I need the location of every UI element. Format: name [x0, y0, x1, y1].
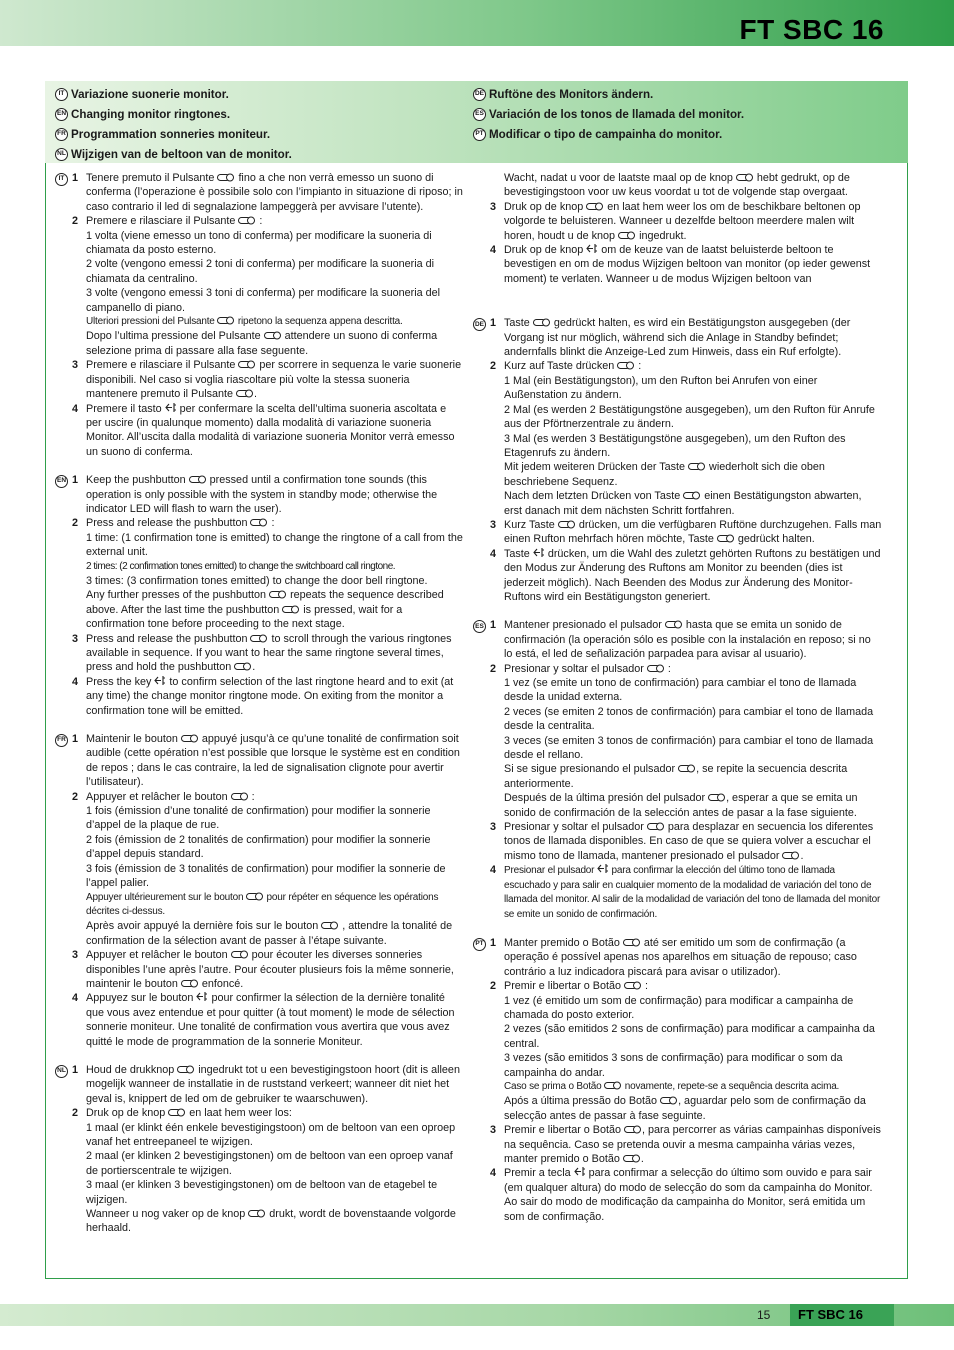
step — [486, 618, 882, 661]
step — [68, 516, 464, 631]
lang-badge: IT — [55, 173, 68, 186]
text: para desplazar en secuencia los diferentes tonos de llamada disponibles. En caso de que se quiera volver a escuchar el mismo tono de llamada, mantener presionado el pulsador — [504, 821, 874, 862]
text: hebt gedrukt, op de bevestigingstoon voor uw keus voordat u tot de volgende stap overgaat. — [504, 172, 850, 199]
step-number — [486, 171, 504, 200]
page-title: FT SBC 16 — [739, 14, 884, 45]
text: pour écouter les diverses sonneries disponibles l’une après l’autre. Pour écouter plusieurs fois la même sonnerie, maintenir le bouton — [86, 949, 454, 990]
lang-badge: EN — [55, 108, 68, 121]
text: 1 fois (émission d’une tonalité de confirmation) pour modifier la sonnerie d’appel de la plaque de rue. — [86, 805, 431, 832]
step — [486, 863, 882, 922]
lang-badge: PT — [473, 938, 486, 951]
heading-fr — [55, 124, 292, 144]
pushbutton-icon — [688, 462, 706, 471]
pushbutton-icon — [282, 605, 300, 614]
step-number: 3 — [490, 200, 497, 213]
text: Appuyer et relâcher le bouton — [86, 790, 228, 803]
text: , esperar a que se emita un sonido de confirmación de la selección antes de pasar a la fase siguiente. — [504, 792, 858, 819]
text: 2 Mal (es werden 2 Bestätigungstöne ausgegeben), um den Rufton für Anrufe aus der Pförtnerzentrale zu ändern. — [504, 403, 875, 431]
step-number: 4 — [72, 675, 79, 688]
key-icon — [586, 243, 598, 254]
lang-badge: DE — [473, 88, 486, 101]
text: 3 volte (vengono emessi 3 toni di conferma) per modificare la suoneria del campanello di piano. — [86, 287, 441, 314]
text: 1 volta (viene emesso un tono di conferma) per modificare la suoneria di chiamata da posto esterno. — [86, 229, 432, 257]
step-number: 1 — [72, 1063, 79, 1076]
lang-badge: FR — [55, 128, 68, 141]
pushbutton-icon — [558, 520, 576, 529]
text: Tenere premuto il Pulsante — [86, 172, 215, 184]
pushbutton-icon — [586, 202, 604, 211]
text: 3 veces (se emiten 3 tonos de confirmación) para cambiar el tono de llamada desde el rellano. — [504, 734, 874, 762]
step — [68, 991, 464, 1049]
text: Press and release the pushbutton — [86, 632, 248, 645]
text: Press and release the pushbutton — [86, 517, 248, 530]
step — [486, 547, 882, 605]
pushbutton-icon — [678, 764, 696, 773]
step — [486, 243, 882, 286]
text: Si se sigue presionando el pulsador — [504, 763, 676, 776]
pushbutton-icon — [217, 173, 235, 182]
text: ingedrukt tot u een bevestigingstoon hoort (dit is alleen mogelijk wanneer de installatie in de ruststand verkeert; wanneer dit niet het geval is, knippert de led om de gebruiker te waarschuwen). — [86, 1063, 460, 1105]
step-number: 4 — [490, 1167, 497, 1180]
section-nl-continued — [486, 171, 882, 286]
section-pt — [475, 936, 882, 1224]
step — [68, 732, 464, 790]
pushbutton-icon — [624, 1125, 642, 1134]
heading-it — [55, 84, 292, 104]
text: ingedrukt. — [639, 229, 687, 242]
text: Después de la última presión del pulsador — [504, 792, 706, 805]
pushbutton-icon — [660, 1096, 678, 1105]
text: Après avoir appuyé la dernière fois sur le bouton — [86, 920, 319, 933]
text: gedrückt halten, es wird ein Bestätigungston ausgegeben (der Vorgang ist nur möglich, während sich die Anlage in Standby befindet; andernfalls blinkt die Anzeige-Led zum Hinweis, dass ein Ruf erfolgte). — [504, 317, 851, 359]
pushbutton-icon — [717, 534, 735, 543]
text: Após a última pressão do Botão — [504, 1095, 658, 1108]
text: Appuyez sur le bouton — [86, 992, 194, 1005]
step — [486, 979, 882, 1123]
text: 1 time: (1 confirmation tone is emitted) to change the ringtone of a call from the external unit. — [86, 531, 463, 559]
key-icon — [597, 863, 609, 874]
step-number: 1 — [72, 474, 79, 487]
text: , attendre la tonalité de confirmation de la sélection avant de passer à l’étape suivante. — [86, 920, 453, 947]
step — [68, 675, 464, 718]
text: Premir a tecla — [504, 1167, 571, 1180]
text: Presionar el pulsador — [504, 865, 595, 877]
text: Premere e rilasciare il Pulsante — [86, 359, 236, 372]
key-icon — [533, 547, 545, 558]
text: : — [645, 980, 649, 993]
step — [68, 171, 464, 214]
lang-badge: ES — [473, 108, 486, 121]
headings-left — [55, 84, 292, 164]
text: 2 vezes (são emitidos 2 sons de confirmação) para modificar a campainha da central. — [504, 1023, 875, 1050]
step — [486, 200, 882, 243]
text: pressed until a confirmation tone sounds (this operation is only possible with the system in standby mode; otherwise the indicator LED will flash to warn the user). — [86, 474, 438, 515]
pushbutton-icon — [168, 1108, 186, 1117]
text: 2 fois (émission de 2 tonalités de confirmation) pour modifier la sonnerie d’appel depuis standard. — [86, 833, 431, 861]
pushbutton-icon — [248, 1209, 266, 1218]
text: Taste — [504, 547, 530, 560]
section-es — [475, 618, 882, 922]
step-number: 2 — [72, 517, 79, 530]
step-number: 3 — [490, 821, 497, 834]
step — [68, 1106, 464, 1236]
pushbutton-icon — [683, 491, 701, 500]
heading-de — [473, 84, 744, 104]
text: 3 times: (3 confirmation tones emitted) to change the door bell ringtone. — [86, 574, 428, 587]
text: 2 maal (er klinken 2 bevestigingstonen) om de beltoon van een oproep vanaf de portierscentrale te wijzigen. — [86, 1150, 453, 1177]
text: Wacht, nadat u voor de laatste maal op de knop — [504, 172, 733, 184]
pushbutton-icon — [708, 793, 726, 802]
pushbutton-icon — [647, 664, 665, 673]
step — [68, 214, 464, 358]
pushbutton-icon — [624, 981, 642, 990]
pushbutton-icon — [623, 1154, 641, 1163]
step — [68, 948, 464, 991]
text: Presionar y soltar el pulsador — [504, 821, 644, 834]
text: . — [800, 849, 804, 862]
step-number: 2 — [490, 662, 497, 675]
text: einen Bestätigungston abwarten, erst danach mit dem nächsten Schritt fortfahren. — [504, 490, 862, 517]
right-column — [474, 171, 882, 1238]
lang-badge: EN — [55, 475, 68, 488]
text: to scroll through the various ringtones available in sequence. If you want to hear the same ringtone several times, press and hold the pushbutton — [86, 632, 452, 674]
text: . — [252, 661, 256, 674]
step-number: 4 — [72, 402, 79, 415]
text: per confermare la scelta dell’ultima suoneria ascoltata e per uscire (in qualunque momento) dalla modalità di variazione suoneria Monitor. All’uscita dalla modalità di variazione suoneria Monitor verrà emesso un suono di conferma. — [86, 402, 455, 458]
lang-badge: PT — [473, 128, 486, 141]
text: Kurz auf Taste drücken — [504, 360, 615, 373]
step-number: 2 — [72, 1107, 79, 1120]
step-number: 2 — [490, 360, 497, 373]
text: . — [254, 388, 258, 401]
text: Appuyer et relâcher le bouton — [86, 949, 228, 962]
text: 1 vez (se emite un tono de confirmación) para cambiar el tono de llamada desde la unidad externa. — [504, 677, 857, 704]
step-number: 1 — [490, 619, 497, 632]
step-number: 3 — [72, 359, 79, 372]
step-number: 1 — [72, 733, 79, 746]
text: om de keuze van de laatst beluisterde beltoon te bevestigen en om de modus Wijzigen beltoon van monitor (op ieder gewenst moment) te verlaten. Wanneer u de modus Wijzigen beltoon van — [504, 244, 871, 285]
pushbutton-icon — [177, 1065, 195, 1074]
step-number: 3 — [72, 949, 79, 962]
pushbutton-icon — [189, 475, 207, 484]
step — [486, 820, 882, 863]
pushbutton-icon — [269, 590, 287, 599]
step-number: 4 — [72, 992, 79, 1005]
text: 3 maal (er klinken 3 bevestigingstonen) om de beltoon van de etagebel te wijzigen. — [86, 1179, 438, 1206]
text: Premir e libertar o Botão — [504, 1124, 622, 1137]
text: Any further presses of the pushbutton — [86, 589, 267, 602]
pushbutton-icon — [231, 792, 249, 801]
pushbutton-icon — [238, 360, 256, 369]
text: Mantener presionado el pulsador — [504, 619, 662, 632]
text: is pressed, wait for a confirmation tone before proceeding to the next stage. — [86, 603, 403, 631]
section-nl — [57, 1063, 464, 1236]
section-heading-band — [45, 81, 908, 163]
pushbutton-icon — [250, 518, 268, 527]
text: Caso se prima o Botão — [504, 1080, 602, 1092]
pushbutton-icon — [217, 316, 235, 325]
text: en laat hem weer los om de beschikbare beltonen op volgorde te beluisteren. Wanneer u dezelfde beltoon meerdere malen wilt horen, houdt u de knop — [504, 200, 861, 242]
key-icon — [165, 402, 177, 413]
heading-en — [55, 104, 292, 124]
text: per scorrere in sequenza le varie suonerie disponibili. Nel caso si voglia riascoltare più volte la stessa suoneria mantenere premuto il Pulsante — [86, 359, 462, 401]
step — [486, 1166, 882, 1224]
pushbutton-icon — [623, 938, 641, 947]
step — [486, 662, 882, 820]
text: pour répéter en séquence les opérations décrites ci-dessus. — [86, 891, 439, 917]
text: 3 vezes (são emitidos 3 sons de confirmação) para modificar o som da campainha do andar. — [504, 1052, 843, 1079]
heading-text: Changing monitor ringtones. — [71, 107, 231, 121]
text: Wanneer u nog vaker op de knop — [86, 1208, 246, 1221]
text: Nach dem letzten Drücken von Taste — [504, 490, 681, 503]
text: novamente, repete-se a sequência descrita acima. — [624, 1080, 840, 1092]
pushbutton-icon — [246, 892, 264, 901]
section-it — [58, 171, 464, 459]
text: wiederholt sich die oben beschriebene Sequenz. — [504, 461, 825, 488]
text: Maintenir le bouton — [86, 733, 178, 746]
pushbutton-icon — [533, 318, 551, 327]
text: attendere un suono di conferma selezione prima di passare alla fase seguente. — [86, 330, 438, 357]
text: : — [667, 662, 671, 675]
text: to confirm selection of the last ringtone heard and to exit (at any time) the change monitor ringtone mode. On exiting from the monitor a confirmation tone will be emitted. — [86, 675, 454, 717]
pushbutton-icon — [250, 634, 268, 643]
text: Dopo l’ultima pressione del Pulsante — [86, 330, 261, 343]
pushbutton-icon — [264, 331, 282, 340]
pushbutton-icon — [231, 950, 249, 959]
pushbutton-icon — [181, 979, 199, 988]
step — [486, 1123, 882, 1166]
text: Press the key — [86, 675, 152, 688]
step — [68, 473, 464, 516]
text: , se repite la secuencia descrita anteriormente. — [504, 763, 848, 790]
text: 1 Mal (ein Bestätigungston), um den Rufton bei Anrufen von einer Außenstation zu ändern. — [504, 374, 818, 402]
heading-text: Ruftöne des Monitors ändern. — [489, 87, 654, 101]
step-number: 4 — [490, 547, 497, 560]
text: , para percorrer as várias campainhas disponíveis na sequência. Caso se pretenda ouvir a mesma campainha várias vezes, manter premido o Botão — [504, 1124, 881, 1165]
lang-badge: NL — [55, 1065, 68, 1078]
pushbutton-icon — [618, 231, 636, 240]
step-number: 4 — [490, 864, 497, 877]
headings-right — [473, 84, 744, 144]
key-icon — [196, 991, 208, 1002]
step-number: 3 — [72, 632, 79, 645]
step-number: 1 — [490, 936, 497, 949]
text: até ser emitido um som de confirmação (a operação é possível apenas nos aparelhos em situação de repouso; caso contrário a luz indicadora piscará para avisar o utilizador). — [504, 936, 857, 978]
pushbutton-icon — [321, 921, 339, 930]
pushbutton-icon — [181, 734, 199, 743]
heading-text: Variación de los tonos de llamada del monitor. — [489, 107, 745, 121]
step-number: 1 — [490, 317, 497, 330]
text: Premere e rilasciare il Pulsante — [86, 215, 236, 228]
footer-label: FT SBC 16 — [798, 1307, 864, 1322]
text: 2 veces (se emiten 2 tonos de confirmación) para cambiar el tono de llamada desde la centralita. — [504, 705, 874, 733]
pushbutton-icon — [236, 389, 254, 398]
step-number: 4 — [490, 244, 497, 257]
text: fino a che non verrà emesso un suono di conferma (l’operazione è possibile solo con l’impianto in situazione di riposo; in caso contrario il led di segnalazione lampeggerà per avvisare l’utente). — [86, 172, 463, 213]
text: Premere il tasto — [86, 402, 162, 415]
text: 1 maal (er klinkt één enkele bevestigingstoon) om de beltoon van een oproep vanaf het entreepaneel te wijzigen. — [86, 1121, 456, 1148]
lang-badge: FR — [55, 734, 68, 747]
pushbutton-icon — [782, 851, 800, 860]
heading-text: Wijzigen van de beltoon van de monitor. — [71, 147, 292, 161]
step — [68, 632, 464, 675]
pushbutton-icon — [238, 216, 256, 225]
key-icon — [154, 675, 166, 686]
pushbutton-icon — [647, 822, 665, 831]
lang-badge: ES — [473, 620, 486, 633]
pushbutton-icon — [604, 1081, 622, 1090]
lang-badge: DE — [473, 318, 486, 331]
left-column — [56, 171, 464, 1250]
text: : — [271, 517, 275, 530]
text: 1 vez (é emitido um som de confirmação) para modificar a campainha de chamada do posto exterior. — [504, 994, 854, 1021]
text: para confirmar la elección del último tono de llamada escuchado y para salir en cualquier momento de la modalidad de variación del tono de llamada del monitor. Al salir de la modalidad de variación del tono de llamada del monitor se emite un sonido de confirmación. — [504, 865, 881, 920]
step — [68, 402, 464, 460]
text: repeats the sequence described above. After the last time the pushbutton — [86, 589, 444, 616]
step-number: 2 — [72, 790, 79, 803]
text: , aguardar pelo som de confirmação da selecção antes de passar à fase seguinte. — [504, 1095, 866, 1122]
text: ripetono la sequenza appena descritta. — [237, 316, 403, 328]
step-number: 2 — [490, 980, 497, 993]
key-icon — [574, 1166, 586, 1177]
text: Manter premido o Botão — [504, 936, 620, 949]
pushbutton-icon — [736, 173, 754, 182]
pushbutton-icon — [665, 620, 683, 629]
lang-badge: NL — [55, 148, 68, 161]
text: drücken, um die Wahl des zuletzt gehörten Ruftons zu bestätigen und den Modus zur Änderung des Ruftons am Monitor zu beenden (dies ist jederzeit möglich). Nach Beenden des Modus zur Änderung des Monitor-Ruftons wird ein Bestätigungston generiert. — [504, 547, 881, 603]
step — [486, 359, 882, 517]
step — [486, 518, 882, 547]
step-number: 1 — [72, 172, 79, 184]
heading-es — [473, 104, 744, 124]
text: pour confirmer la sélection de la dernière tonalité que vous avez entendue et pour quitter (à tout moment) le mode de sélection sonnerie moniteur. Une tonalité de confirmation vous avertira que vous avez quitté le mode de programmation de la sonnerie Moniteur. — [86, 992, 455, 1048]
text: Mit jedem weiteren Drücken der Taste — [504, 461, 686, 474]
text: : — [251, 790, 255, 803]
text: appuyé jusqu’à ce qu’une tonalité de confirmation soit audible (cette opération n’est possible que lorsque le système est en condition de repos ; dans le cas contraire, la led de signalisation clignote pour avertir l’utilisateur). — [86, 733, 460, 789]
step — [68, 358, 464, 401]
text: drücken, um die verfügbaren Ruftöne durchzugehen. Falls man einen Rufton mehrfach hören möchte, Taste — [504, 518, 882, 546]
heading-text: Modificar o tipo de campainha do monitor. — [489, 127, 723, 141]
text: Appuyer ultérieurement sur le bouton — [86, 891, 244, 903]
heading-pt — [473, 124, 744, 144]
lang-badge: IT — [55, 88, 68, 101]
text: drukt, wordt de bovenstaande volgorde herhaald. — [86, 1208, 456, 1235]
step-number: 3 — [490, 518, 497, 531]
text: hasta que se emita un sonido de confirmación (la operación sólo es posible con la instalación en reposo; si no lo está, el led de señalización parpadea para avisar al usuario). — [504, 619, 871, 661]
step — [486, 316, 882, 359]
section-de — [474, 316, 882, 604]
step — [486, 936, 882, 979]
text: Druk op de knop — [504, 200, 584, 213]
text: : — [638, 360, 642, 373]
text: Druk op de knop — [86, 1107, 166, 1120]
text: 3 fois (émission de 3 tonalités de confirmation) pour modifier la sonnerie de l’appel palier. — [86, 862, 446, 890]
heading-text: Programmation sonneries moniteur. — [71, 127, 271, 141]
step — [486, 171, 882, 200]
text: Houd de drukknop — [86, 1063, 175, 1076]
page-number: 15 — [757, 1308, 771, 1322]
pushbutton-icon — [234, 662, 252, 671]
text: Taste — [504, 317, 530, 330]
text: gedrückt halten. — [737, 533, 815, 546]
text: : — [259, 215, 263, 228]
pushbutton-icon — [617, 361, 635, 370]
text: para confirmar a selecção do último som ouvido e para sair (em qualquer altura) do modo de selecção do som da campainha do Monitor. Ao sair do modo de modificação da campainha do Monitor, será emitida um som de confirmação. — [504, 1167, 873, 1223]
step — [68, 790, 464, 948]
step-number: 3 — [490, 1124, 497, 1137]
text: 3 Mal (es werden 3 Bestätigungstöne ausgegeben), um den Rufton des Etagenrufs zu ändern. — [504, 432, 846, 459]
text: . — [640, 1153, 644, 1165]
section-en — [56, 473, 464, 718]
text: 2 volte (vengono emessi 2 toni di conferma) per modificare la suoneria di chiamata da centralino. — [86, 258, 435, 285]
step — [68, 1063, 464, 1106]
text: en laat hem weer los: — [189, 1107, 292, 1120]
text: 2 times: (2 confirmation tones emitted) to change the switchboard call ringtone. — [86, 560, 396, 572]
text: Presionar y soltar el pulsador — [504, 662, 644, 675]
heading-text: Variazione suonerie monitor. — [71, 87, 229, 101]
section-fr — [57, 732, 464, 1049]
text: Premir e libertar o Botão — [504, 980, 622, 993]
text: Keep the pushbutton — [86, 474, 186, 487]
text: Ulteriori pressioni del Pulsante — [86, 316, 215, 328]
heading-nl — [55, 144, 292, 164]
text: enfoncé. — [201, 977, 244, 990]
step-number: 2 — [72, 215, 79, 228]
text: Druk op de knop — [504, 244, 584, 257]
text: Kurz Taste — [504, 518, 555, 531]
